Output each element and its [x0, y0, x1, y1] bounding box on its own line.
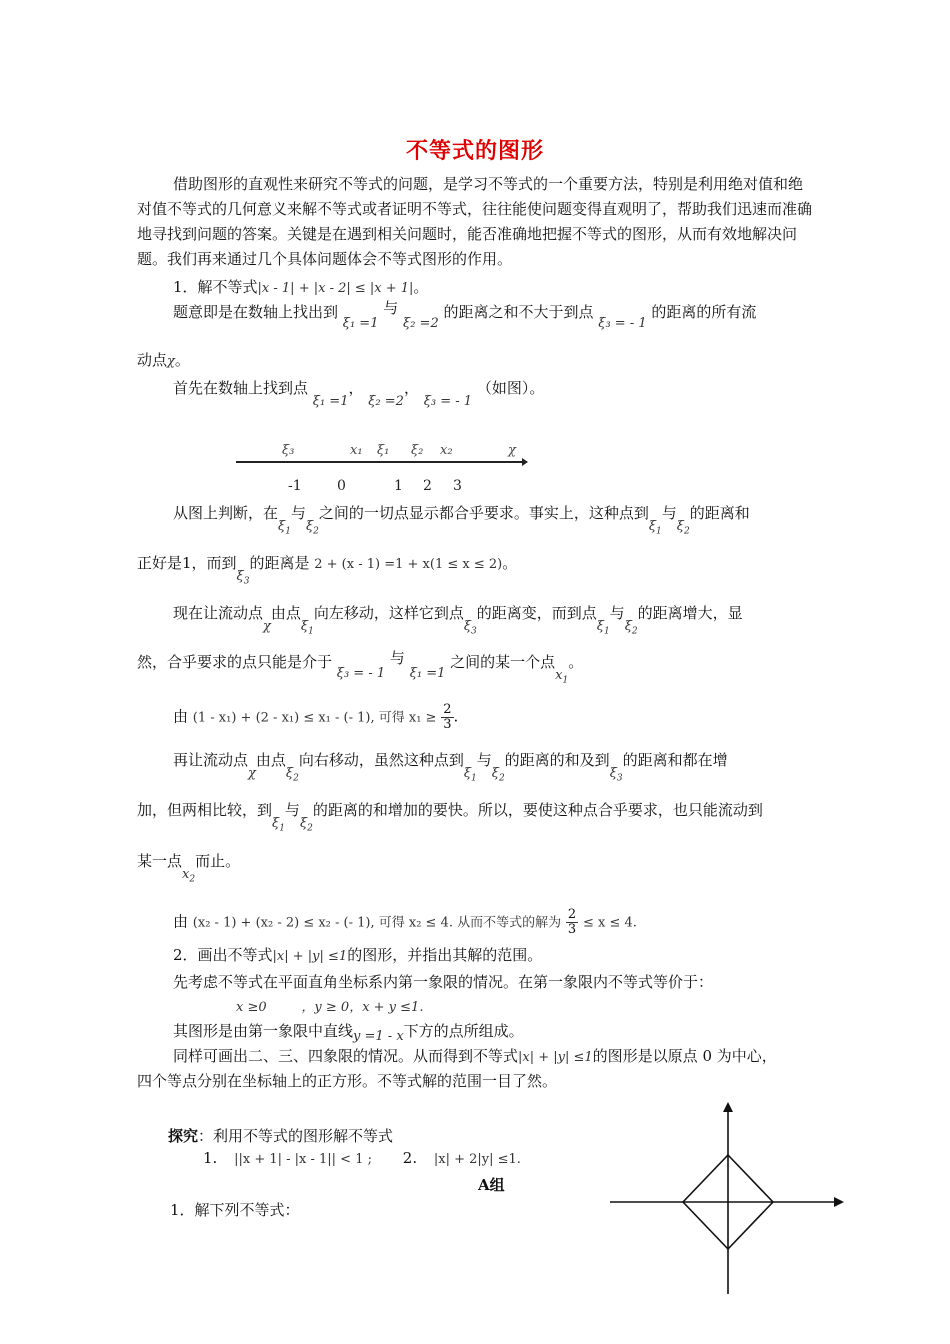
intro-paragraph: 借助图形的直观性来研究不等式的问题，是学习不等式的一个重要方法，特别是利用绝对值和绝对值不等式的几何意义来解不等式或者证明不等式，往往能使问题变得直观明了，帮助我们迅速而准确地寻找到问题的答案。关键是在遇到相关问题时，能否准确地把握不等式的图形，从而有效地解决问题。我们再来通过几个具体问题体会不等式图形的作用。	[137, 175, 813, 268]
problem-2: 2．画出不等式|x| + |y| ≤1的图形，并指出其解的范围。	[173, 946, 543, 964]
number-line-figure	[230, 432, 530, 496]
para-3: 首先在数轴上找到点 ξ₁ =1， ξ₂ =2， ξ₃ = - 1 （如图）。	[173, 379, 545, 409]
para-8-expression: (x₂ - 1) + (x₂ - 2) ≤ x₂ - (- 1), 可得 x₂ ≤ 4. 从而不等式的解为	[192, 915, 562, 931]
group-heading: A组	[478, 1176, 505, 1194]
axis-label-chi: χ	[508, 443, 516, 458]
para-12: 其图形是由第一象限中直线y =1 - x下方的点所组成。	[173, 1022, 524, 1044]
axis-label-xi1: ξ₁	[377, 443, 390, 458]
y-axis-arrow	[723, 1102, 733, 1112]
tick-label-1: 1	[394, 478, 403, 494]
para-2-line-2: 动点χ。	[137, 351, 190, 369]
x-axis-arrow	[834, 1197, 844, 1207]
tick-label-2: 2	[423, 478, 432, 494]
tick-label-3: 3	[453, 478, 462, 494]
axis-label-x1: x₁	[350, 443, 363, 458]
problem-1-inequality: |x - 1| + |x - 2| ≤ |x + 1|	[257, 281, 414, 296]
para-6-expression: (1 - x₁) + (2 - x₁) ≤ x₁ - (- 1), 可得 x₁ ≥	[192, 710, 437, 726]
para-8: 由 (x₂ - 1) + (x₂ - 2) ≤ x₂ - (- 1), 可得 x₂ ≤ 4. 从而不等式的解为 $\frac{2}{3}$ ≤ x ≤ 4.	[173, 907, 637, 937]
para-10: 先考虑不等式在平面直角坐标系内第一象限的情况。在第一象限内不等式等价于：	[173, 973, 714, 991]
axis-label-xi2: ξ₂	[411, 443, 424, 458]
para-4-line-1: 从图上判断，在$\xi_1$与$\xi_2$之间的一切点显示都合乎要求。事实上，这种点到$\xi_1$与$\xi_2$的距离和	[173, 504, 750, 537]
para-4-expression: 2 + (x - 1) =1 + x(1 ≤ x ≤ 2)	[314, 557, 503, 572]
fraction-two-thirds-2: $\frac{2}{3}$	[567, 907, 577, 937]
para-13-line-1: 同样可画出二、三、四象限的情况。从而得到不等式|x| + |y| ≤1的图形是以原点 0 为中心，	[173, 1047, 777, 1065]
para-7-line-3: 某一点$x_2$而止。	[137, 852, 241, 885]
axis-label-xi3: ξ₃	[282, 443, 295, 458]
para-11: x ≥0 ，y ≥ 0，x + y ≤1.	[236, 1000, 424, 1015]
para-4-line-2: 正好是1，而到$\xi_3$的距离是 2 + (x - 1) =1 + x(1 ≤ x ≤ 2)。	[137, 554, 518, 587]
para-6: 由 (1 - x₁) + (2 - x₁) ≤ x₁ - (- 1), 可得 x₁ ≥ $\frac{2}{3}$ .	[173, 702, 459, 732]
para-5-line-1: 现在让流动点χ由点$\xi_1$向左移动，这样它到点$\xi_3$的距离变，而到点$\xi_1$与$\xi_2$的距离增大，显	[173, 604, 743, 637]
para-7-line-1: 再让流动点χ由点$\xi_2$向右移动，虽然这种点到$\xi_1$与$\xi_2$的距离的和及到$\xi_3$的距离和都在增	[173, 751, 728, 784]
para-7-line-2: 加，但两相比较，到$\xi_1$与$\xi_2$的距离的和增加的要快。所以，要使这种点合乎要求，也只能流动到	[137, 801, 763, 834]
explore-heading: 探究：利用不等式的图形解不等式	[168, 1127, 394, 1145]
fraction-two-thirds: $\frac{2}{3}$	[443, 702, 452, 732]
axis-label-x2: x₂	[440, 443, 453, 458]
tick-label-minus-1: -1	[288, 478, 302, 494]
diamond-figure	[608, 1100, 848, 1296]
exercise-1: 1．解下列不等式：	[170, 1201, 300, 1219]
para-2-line-1: 题意即是在数轴上找出到 ξ₁ =1 与 ξ₂ =2 的距离之和不大于到点 ξ₃ = - 1 的距离的所有流	[173, 299, 757, 331]
problem-1: 1．解不等式|x - 1| + |x - 2| ≤ |x + 1|。	[173, 278, 429, 296]
tick-label-0: 0	[337, 478, 346, 494]
para-13-line-2: 四个等点分别在坐标轴上的正方形。不等式解的范围一目了然。	[137, 1072, 558, 1090]
page-title: 不等式的图形	[405, 138, 544, 164]
explore-questions: 1. ||x + 1| - |x - 1|| < 1 ; 2. |x| + 2|y| ≤1.	[203, 1149, 521, 1167]
para-5-line-2: 然，合乎要求的点只能是介于 ξ₃ = - 1 与 ξ₁ =1 之间的某一个点$x_1$。	[137, 649, 584, 686]
number-line-arrow	[522, 458, 528, 466]
